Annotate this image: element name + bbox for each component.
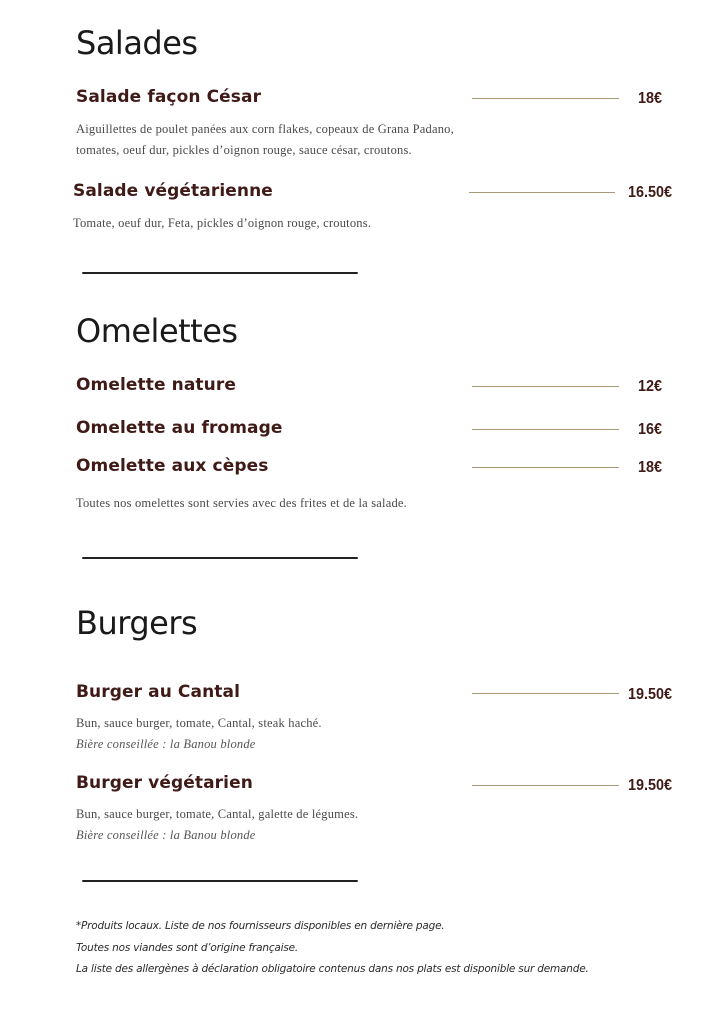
menu-item-name: Salade végétarienne bbox=[73, 181, 273, 201]
price-leader-line bbox=[472, 467, 619, 468]
menu-item-price: 19.50€ bbox=[628, 686, 673, 703]
menu-item-price: 16€ bbox=[638, 421, 663, 438]
section-note bbox=[76, 493, 407, 514]
description-line: Tomate, oeuf dur, Feta, pickles d’oignon rouge, croutons. bbox=[73, 216, 372, 230]
menu-item-price: 12€ bbox=[638, 378, 663, 395]
description-line: Aiguillettes de poulet panées aux corn flakes, copeaux de Grana Padano, bbox=[76, 122, 454, 136]
price-leader-line bbox=[469, 192, 615, 193]
menu-item-name: Omelette aux cèpes bbox=[76, 456, 269, 476]
footnote-line: *Produits locaux. Liste de nos fournisseurs disponibles en dernière page. bbox=[76, 920, 445, 932]
price-leader-line bbox=[472, 429, 619, 430]
menu-item-name: Omelette au fromage bbox=[76, 418, 283, 438]
menu-item-name: Burger au Cantal bbox=[76, 682, 241, 702]
menu-item-price: 16.50€ bbox=[628, 184, 673, 201]
footnote-line: La liste des allergènes à déclaration obligatoire contenus dans nos plats est disponible sur demande. bbox=[76, 963, 589, 975]
menu-item-name: Burger végétarien bbox=[76, 773, 253, 793]
menu-item-price: 19.50€ bbox=[628, 777, 673, 794]
footnote-line: Toutes nos viandes sont d’origine française. bbox=[76, 941, 299, 954]
section-title-omelettes: Omelettes bbox=[76, 312, 238, 350]
note-line: Toutes nos omelettes sont servies avec des frites et de la salade. bbox=[76, 496, 407, 510]
menu-item-description bbox=[76, 713, 322, 755]
menu-item-price: 18€ bbox=[638, 90, 663, 107]
description-line: Bun, sauce burger, tomate, Cantal, galette de légumes. bbox=[76, 807, 359, 821]
price-leader-line bbox=[472, 693, 619, 694]
price-leader-line bbox=[472, 98, 619, 99]
price-leader-line bbox=[472, 386, 619, 387]
beer-suggestion: Bière conseillée : la Banou blonde bbox=[76, 828, 256, 842]
menu-item-description bbox=[73, 213, 371, 234]
description-line: tomates, oeuf dur, pickles d’oignon rouge, sauce césar, croutons. bbox=[76, 143, 412, 157]
section-divider bbox=[82, 880, 358, 882]
section-divider bbox=[82, 557, 358, 559]
menu-item-description bbox=[76, 804, 358, 846]
description-line: Bun, sauce burger, tomate, Cantal, steak haché. bbox=[76, 716, 322, 730]
menu-item-name: Salade façon César bbox=[76, 87, 262, 107]
section-title-salades: Salades bbox=[76, 24, 198, 62]
menu-item-description bbox=[76, 119, 454, 161]
section-divider bbox=[82, 272, 358, 274]
section-title-burgers: Burgers bbox=[76, 604, 198, 642]
footnotes bbox=[76, 916, 589, 981]
price-leader-line bbox=[472, 785, 619, 786]
beer-suggestion: Bière conseillée : la Banou blonde bbox=[76, 737, 256, 751]
menu-item-name: Omelette nature bbox=[76, 375, 236, 395]
menu-item-price: 18€ bbox=[638, 459, 663, 476]
